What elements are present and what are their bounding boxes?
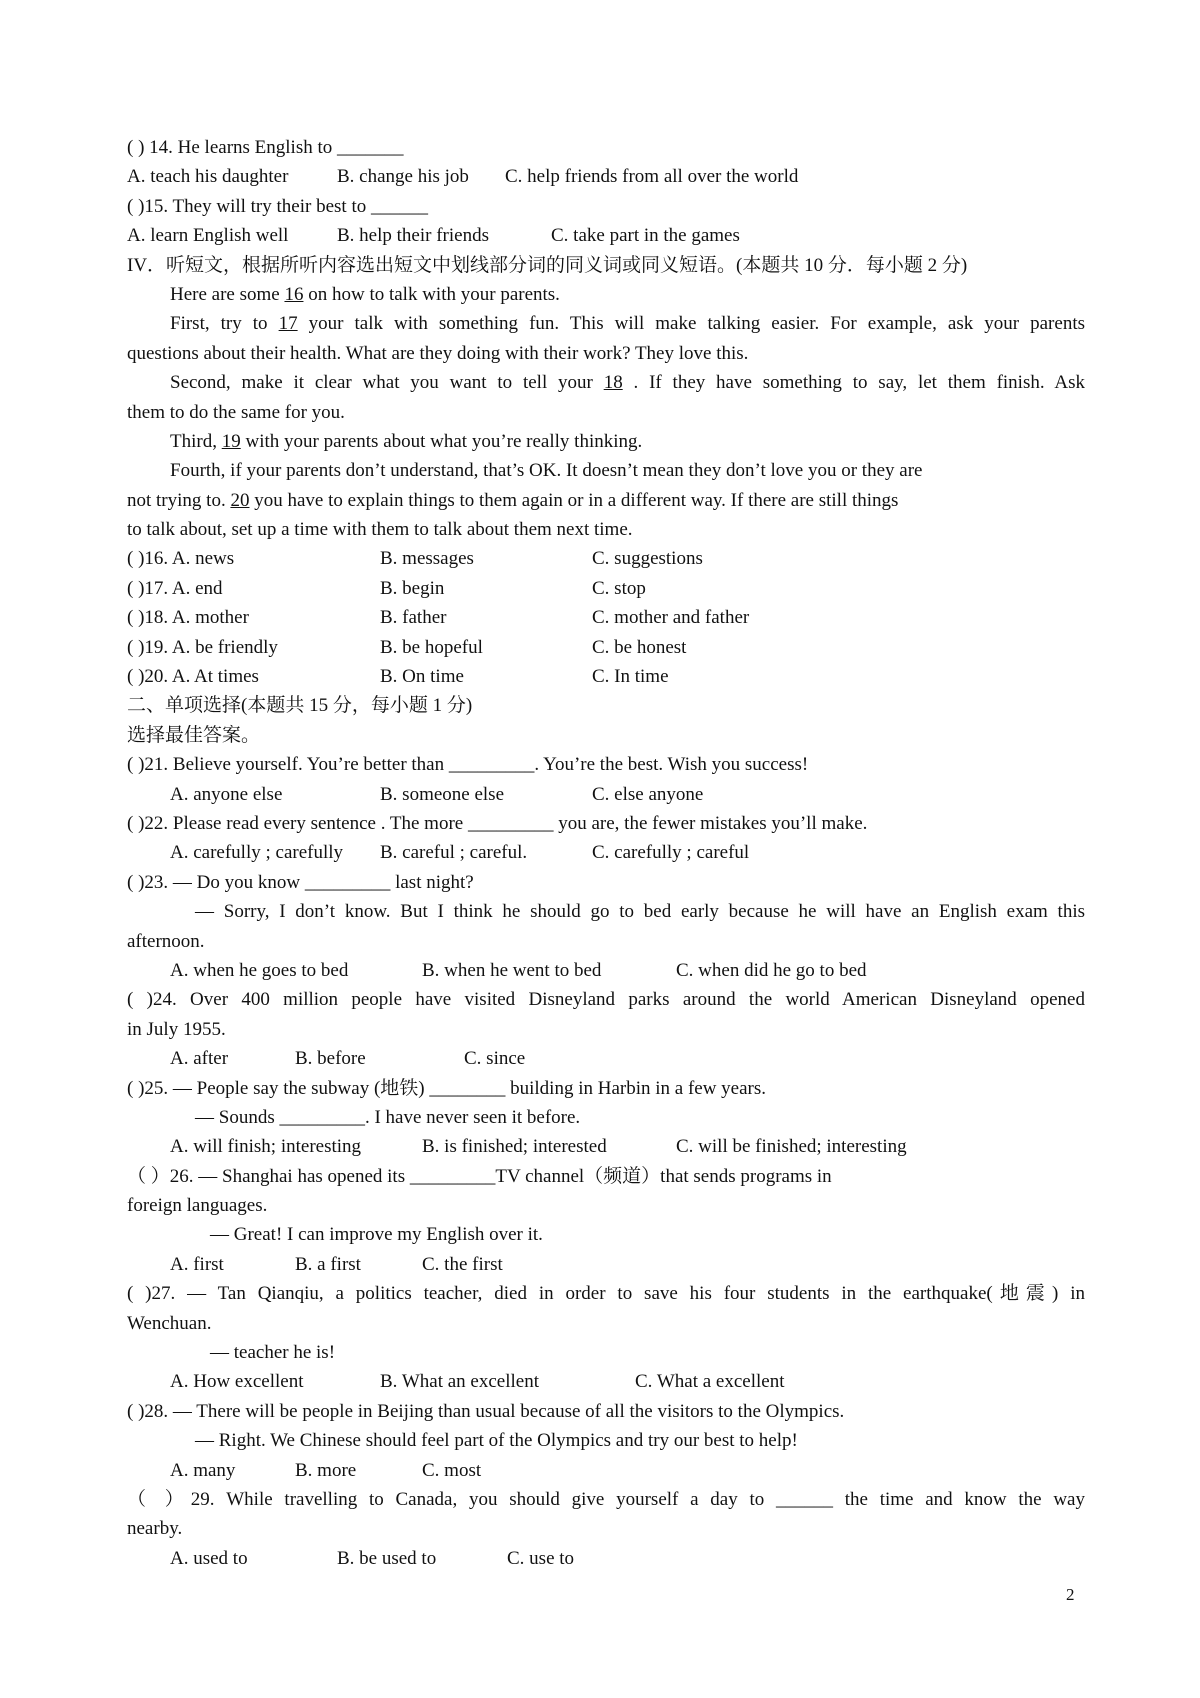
- q27-option-c: C. What a excellent: [635, 1371, 785, 1393]
- listen-item-stem: ( )17. A. end: [127, 577, 223, 599]
- q28-reply: — Right. We Chinese should feel part of the Olympics and try our best to help!: [195, 1430, 798, 1452]
- section2-instruction: 选择最佳答案。: [127, 724, 261, 746]
- q29-option-b: B. be used to: [337, 1547, 437, 1569]
- q29-stem-cont: nearby.: [127, 1518, 183, 1540]
- q25-option-c: C. will be finished; interesting: [676, 1136, 907, 1158]
- q23-reply: — Sorry, I don’t know. But I think he should go to bed early because he will have an English exam this: [195, 901, 1085, 923]
- listen-item: [127, 633, 1085, 662]
- listen-item-c: C. In time: [592, 666, 669, 688]
- q23-reply-cont: afternoon.: [127, 930, 205, 952]
- q28-option-a: A. many: [170, 1459, 236, 1481]
- q24-stem-cont: in July 1955.: [127, 1018, 226, 1040]
- q22-option-a: A. carefully ; carefully: [170, 842, 344, 864]
- listen-item-b: B. On time: [380, 666, 464, 688]
- blank-18: 18: [603, 372, 623, 394]
- passage-line-1: Here are some 16 on how to talk with your parents.: [170, 283, 560, 305]
- passage-line-7: Fourth, if your parents don’t understand, that’s OK. It doesn’t mean they don’t love you or they are: [170, 460, 923, 482]
- q25-stem: ( )25. — People say the subway (地铁) ________ building in Harbin in a few years.: [127, 1077, 767, 1099]
- blank-17: 17: [278, 313, 298, 335]
- listen-item-b: B. messages: [380, 548, 474, 570]
- q15-option-a: A. learn English well: [127, 225, 289, 247]
- q22-option-c: C. carefully ; careful: [592, 842, 750, 864]
- q26-reply: — Great! I can improve my English over it.: [210, 1224, 543, 1246]
- blank-16: 16: [284, 283, 304, 305]
- q28-stem: ( )28. — There will be people in Beijing than usual because of all the visitors to the Olympics.: [127, 1400, 845, 1422]
- q24-option-c: C. since: [464, 1048, 526, 1070]
- passage-line-2: First, try to 17 your talk with something fun. This will make talking easier. For example, ask your parents: [170, 313, 1085, 335]
- q27-reply: — teacher he is!: [210, 1342, 336, 1364]
- q29-option-c: C. use to: [507, 1547, 575, 1569]
- q14-option-c: C. help friends from all over the world: [505, 166, 799, 188]
- q14-stem: ( ) 14. He learns English to _______: [127, 137, 404, 158]
- q28-option-b: B. more: [295, 1459, 357, 1481]
- q15-options: [127, 221, 1085, 250]
- exam-page: [127, 133, 1085, 1573]
- listen-item-b: B. father: [380, 607, 447, 629]
- q26-option-c: C. the first: [422, 1253, 503, 1275]
- q27-option-a: A. How excellent: [170, 1371, 304, 1393]
- listen-item-b: B. begin: [380, 577, 445, 599]
- passage-line-5: them to do the same for you.: [127, 401, 345, 423]
- q15-option-b: B. help their friends: [337, 225, 489, 247]
- blank-20: 20: [230, 489, 250, 511]
- q26-stem: （ ）26. — Shanghai has opened its _________TV channel（频道）that sends programs in: [127, 1165, 832, 1187]
- q24-option-b: B. before: [295, 1048, 366, 1070]
- page-number: 2: [1066, 1585, 1075, 1604]
- listen-item: [127, 603, 1085, 632]
- q14-option-b: B. change his job: [337, 166, 469, 188]
- q15-stem: ( )15. They will try their best to ______: [127, 195, 428, 217]
- listen-item-stem: ( )19. A. be friendly: [127, 636, 278, 658]
- q27-option-b: B. What an excellent: [380, 1371, 539, 1393]
- listen-item: [127, 544, 1085, 573]
- q25-option-b: B. is finished; interested: [422, 1136, 607, 1158]
- q28-options: [127, 1456, 1085, 1485]
- passage-line-8: not trying to. 20 you have to explain things to them again or in a different way. If there are still things: [127, 489, 899, 511]
- passage-line-3: questions about their health. What are they doing with their work? They love this.: [127, 342, 749, 364]
- q24-option-a: A. after: [170, 1048, 229, 1070]
- q23-stem: ( )23. — Do you know _________ last night?: [127, 871, 474, 893]
- listen-item-stem: ( )20. A. At times: [127, 666, 259, 688]
- q26-options: [127, 1250, 1085, 1279]
- q27-stem: ( )27. — Tan Qianqiu, a politics teacher, died in order to save his four students in the earthquake(地震) in: [127, 1283, 1085, 1305]
- q29-options: [127, 1544, 1085, 1573]
- q24-options: [127, 1044, 1085, 1073]
- q25-reply: — Sounds _________. I have never seen it before.: [195, 1106, 581, 1128]
- listen-item-c: C. suggestions: [592, 548, 703, 570]
- passage-line-6: Third, 19 with your parents about what you’re really thinking.: [170, 430, 643, 452]
- q21-option-c: C. else anyone: [592, 783, 704, 805]
- q28-option-c: C. most: [422, 1459, 482, 1481]
- q22-option-b: B. careful ; careful.: [380, 842, 528, 864]
- passage-line-9: to talk about, set up a time with them to talk about them next time.: [127, 519, 633, 541]
- section2-heading: 二、单项选择(本题共 15 分，每小题 1 分): [127, 695, 473, 717]
- section4-heading: IV．听短文，根据所听内容选出短文中划线部分词的同义词或同义短语。(本题共 10 分．每小题 2 分): [127, 254, 968, 276]
- q29-stem: （ ）29. While travelling to Canada, you should give yourself a day to ______ the time and know the way: [127, 1488, 1085, 1510]
- q25-option-a: A. will finish; interesting: [170, 1136, 362, 1158]
- listen-item-c: C. be honest: [592, 636, 687, 658]
- blank-19: 19: [221, 430, 241, 452]
- q26-stem-cont: foreign languages.: [127, 1195, 268, 1217]
- q15-option-c: C. take part in the games: [551, 225, 740, 247]
- q21-option-a: A. anyone else: [170, 783, 283, 805]
- listen-item: [127, 662, 1085, 691]
- q26-option-b: B. a first: [295, 1253, 361, 1275]
- q24-stem: ( )24. Over 400 million people have visited Disneyland parks around the world American Disneyland opened: [127, 989, 1085, 1011]
- q14-options: [127, 162, 1085, 191]
- q26-option-a: A. first: [170, 1253, 224, 1275]
- listen-item-c: C. stop: [592, 577, 646, 599]
- listen-item: [127, 574, 1085, 603]
- q14-option-a: A. teach his daughter: [127, 166, 289, 188]
- q29-option-a: A. used to: [170, 1547, 248, 1569]
- q23-options: [127, 956, 1085, 985]
- q21-options: [127, 780, 1085, 809]
- listen-item-stem: ( )18. A. mother: [127, 607, 249, 629]
- listen-item-c: C. mother and father: [592, 607, 750, 629]
- passage-line-4: Second, make it clear what you want to tell your 18 . If they have something to say, let them finish. Ask: [170, 372, 1085, 394]
- q27-stem-cont: Wenchuan.: [127, 1312, 212, 1334]
- q22-options: [127, 838, 1085, 867]
- q21-option-b: B. someone else: [380, 783, 505, 805]
- q25-options: [127, 1132, 1085, 1161]
- q27-options: [127, 1367, 1085, 1396]
- q23-option-b: B. when he went to bed: [422, 959, 602, 981]
- listen-items: [127, 544, 1085, 691]
- listen-item-stem: ( )16. A. news: [127, 548, 235, 570]
- q23-option-c: C. when did he go to bed: [676, 959, 867, 981]
- q22-stem: ( )22. Please read every sentence . The more _________ you are, the fewer mistakes you’ll make.: [127, 812, 868, 834]
- q23-option-a: A. when he goes to bed: [170, 959, 349, 981]
- q21-stem: ( )21. Believe yourself. You’re better than _________. You’re the best. Wish you success!: [127, 754, 809, 776]
- listen-item-b: B. be hopeful: [380, 636, 483, 658]
